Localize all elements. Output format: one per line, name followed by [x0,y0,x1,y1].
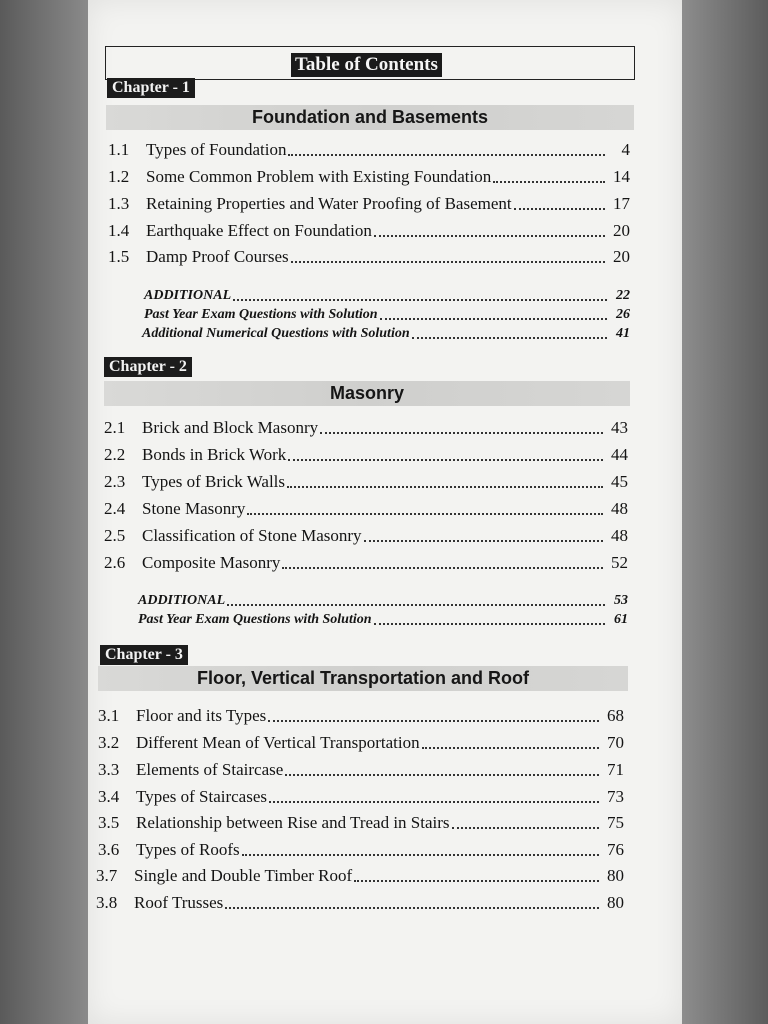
entry-page: 44 [611,445,628,464]
toc-entry-3-3[interactable] [98,759,624,781]
dot-leader [374,235,605,237]
chapter-3-title: Floor, Vertical Transportation and Roof [196,668,530,688]
entry-page: 45 [611,472,628,491]
dot-leader [225,907,599,909]
additional-title: ADDITIONAL [144,288,232,303]
entry-number: 3.2 [98,733,120,752]
additional-page: 26 [616,307,630,322]
entry-page: 4 [621,140,630,159]
entry-number: 2.4 [104,499,126,518]
entry-number: 2.6 [104,553,126,572]
entry-number: 1.4 [108,221,130,240]
additional-title: Past Year Exam Questions with Solution [144,307,378,322]
dot-leader [269,801,599,803]
dot-leader [320,432,603,434]
dot-leader [291,261,605,263]
entry-page: 75 [607,813,624,832]
entry-title: Relationship between Rise and Tread in Stairs [136,813,450,832]
toc-additional-1-3[interactable] [142,325,630,343]
dot-leader [282,567,603,569]
entry-number: 1.3 [108,194,130,213]
toc-entry-3-8[interactable] [96,892,624,914]
chapter-2-band [104,381,630,406]
dot-leader [364,540,603,542]
dot-leader [247,513,603,515]
toc-entry-3-6[interactable] [98,839,624,861]
entry-number: 3.7 [96,866,118,885]
entry-title: Retaining Properties and Water Proofing of Basement [146,194,512,213]
additional-page: 22 [616,288,630,303]
dot-leader [493,181,605,183]
additional-title: ADDITIONAL [138,593,226,608]
entry-title: Types of Staircases [136,787,267,806]
additional-page: 61 [614,612,628,627]
entry-page: 73 [607,787,624,806]
entry-page: 80 [607,893,624,912]
entry-title: Stone Masonry [142,499,246,518]
entry-page: 43 [611,418,628,437]
toc-entry-1-3[interactable] [108,193,630,215]
entry-title: Types of Foundation [146,140,287,159]
dot-leader [354,880,599,882]
entry-page: 48 [611,526,628,545]
toc-entry-3-2[interactable] [98,732,624,754]
toc-additional-2-2[interactable] [138,611,628,629]
entry-title: Bonds in Brick Work [142,445,287,464]
dot-leader [287,486,603,488]
dot-leader [374,623,605,625]
chapter-2-title: Masonry [329,383,405,403]
dot-leader [452,827,599,829]
entry-title: Floor and its Types [136,706,267,725]
toc-entry-3-1[interactable] [98,705,624,727]
entry-number: 1.5 [108,247,130,266]
chapter-1-title: Foundation and Basements [251,107,489,127]
entry-title: Damp Proof Courses [146,247,289,266]
entry-number: 3.3 [98,760,120,779]
toc-entry-3-7[interactable] [96,865,624,887]
entry-page: 48 [611,499,628,518]
entry-number: 3.5 [98,813,120,832]
entry-number: 3.6 [98,840,120,859]
entry-title: Some Common Problem with Existing Foundation [146,167,492,186]
entry-title: Types of Roofs [136,840,240,859]
chapter-2-label: Chapter - 2 [104,357,192,377]
toc-entry-3-4[interactable] [98,786,624,808]
chapter-3-band [98,666,628,691]
toc-additional-1-2[interactable] [144,306,630,324]
entry-number: 1.2 [108,167,130,186]
chapter-3-label: Chapter - 3 [100,645,188,665]
toc-entry-2-6[interactable] [104,552,628,574]
toc-additional-2-1[interactable] [138,592,628,610]
dot-leader [288,154,605,156]
entry-page: 20 [613,221,630,240]
dot-leader [412,337,607,339]
dot-leader [288,459,603,461]
toc-entry-1-4[interactable] [108,220,630,242]
additional-page: 53 [614,593,628,608]
toc-entry-1-1[interactable] [108,139,630,161]
entry-page: 71 [607,760,624,779]
entry-number: 3.4 [98,787,120,806]
entry-number: 2.5 [104,526,126,545]
entry-page: 20 [613,247,630,266]
entry-title: Roof Trusses [134,893,224,912]
entry-page: 52 [611,553,628,572]
entry-page: 14 [613,167,630,186]
entry-number: 2.1 [104,418,126,437]
toc-entry-1-2[interactable] [108,166,630,188]
additional-title: Additional Numerical Questions with Solution [142,326,410,341]
additional-page: 41 [616,326,630,341]
dot-leader [268,720,599,722]
entry-number: 3.1 [98,706,120,725]
entry-number: 2.3 [104,472,126,491]
entry-title: Types of Brick Walls [142,472,286,491]
entry-page: 76 [607,840,624,859]
entry-number: 3.8 [96,893,118,912]
dot-leader [422,747,599,749]
toc-additional-1-1[interactable] [144,287,630,305]
dot-leader [285,774,599,776]
dot-leader [233,299,607,301]
toc-entry-2-5[interactable] [104,525,628,547]
entry-title: Different Mean of Vertical Transportation [136,733,420,752]
entry-title: Classification of Stone Masonry [142,526,362,545]
additional-title: Past Year Exam Questions with Solution [138,612,372,627]
dot-leader [242,854,599,856]
chapter-1-band [106,105,634,130]
toc-entry-2-4[interactable] [104,498,628,520]
entry-page: 68 [607,706,624,725]
entry-number: 1.1 [108,140,130,159]
toc-entry-2-2[interactable] [104,444,628,466]
entry-number: 2.2 [104,445,126,464]
entry-page: 70 [607,733,624,752]
toc-title: Table of Contents [291,53,442,77]
toc-entry-2-1[interactable] [104,417,628,439]
toc-entry-3-5[interactable] [98,812,624,834]
entry-title: Elements of Staircase [136,760,284,779]
entry-title: Single and Double Timber Roof [134,866,353,885]
entry-title: Composite Masonry [142,553,281,572]
entry-page: 80 [607,866,624,885]
toc-entry-1-5[interactable] [108,246,630,268]
dot-leader [380,318,607,320]
entry-title: Earthquake Effect on Foundation [146,221,372,240]
chapter-1-label: Chapter - 1 [107,78,195,98]
page-edge-left [0,0,88,1024]
dot-leader [227,604,605,606]
entry-page: 17 [613,194,630,213]
page-edge-right [682,0,768,1024]
toc-entry-2-3[interactable] [104,471,628,493]
entry-title: Brick and Block Masonry [142,418,319,437]
dot-leader [514,208,605,210]
